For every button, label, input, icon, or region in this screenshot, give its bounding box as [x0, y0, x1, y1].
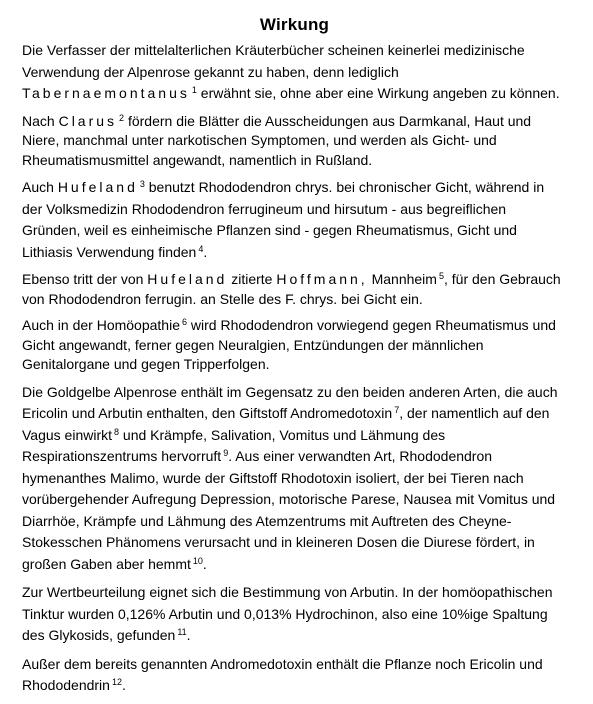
footnote-ref[interactable]: 1: [191, 85, 197, 95]
paragraph-text: Die Verfasser der mittelalterlichen Kräuterbücher scheinen keinerlei medizinische Verwendung der Alpenrose gekannt zu haben, denn lediglich: [22, 42, 525, 80]
paragraph-3: [22, 177, 567, 263]
footnote-ref[interactable]: 7: [394, 405, 400, 415]
footnote-ref[interactable]: 5: [438, 271, 444, 281]
paragraph-4: [22, 270, 567, 309]
author-name: Clarus: [58, 112, 118, 129]
paragraph-1: [22, 40, 567, 105]
footnote-ref[interactable]: 8: [114, 426, 120, 437]
paragraph-text: , für den Gebrauch von Rhododendron ferrugin. an Stelle des F. chrys. bei Gicht ein.: [22, 271, 561, 307]
paragraph-text: Die Goldgelbe Alpenrose enthält im Gegensatz zu den beiden anderen Arten, die auch Ericolin und Arbutin enthalten, den Giftstoff Andromedotoxin: [22, 383, 558, 421]
author-name: Tabernaemontanus: [22, 85, 190, 101]
paragraph-text: Zur Wertbeurteilung eignet sich die Bestimmung von Arbutin. In der homöopathischen Tinktur wurden 0,126% Arbutin und 0,013% Hydrochinon, also eine 10%ige Spaltung des Glykosids, gefunden: [22, 584, 553, 643]
paragraph-8: [22, 654, 567, 697]
paragraph-2: [22, 112, 567, 171]
paragraph-text: Ebenso tritt der von: [22, 271, 144, 287]
document-page: [22, 14, 567, 704]
paragraph-text: Nach: [22, 112, 55, 129]
paragraph-text: Außer dem bereits genannten Andromedotoxin enthält die Pflanze noch Ericolin und Rhododendrin: [22, 655, 543, 693]
paragraph-text: benutzt Rhododendron chrys. bei chronischer Gicht, während in der Volksmedizin Rhododendron ferrugineum und hirsutum - aus begreiflichen Gründen, weil es einheimische Pflanzen sind - gegen Rheumatismus, Gicht und Lithiasis Verwendung finden: [22, 179, 545, 260]
paragraph-7: [22, 582, 567, 647]
section-title: Wirkung: [259, 15, 330, 34]
paragraph-6: [22, 382, 567, 576]
author-name: Hufeland: [57, 179, 138, 195]
footnote-ref[interactable]: 9: [223, 448, 229, 458]
footnote-ref[interactable]: 4: [198, 243, 204, 254]
paragraph-text: und Krämpfe, Salivation, Vomitus und Lähmung des Respirationszentrums hervorruft: [22, 426, 446, 464]
footnote-ref[interactable]: 2: [119, 112, 125, 123]
footnote-ref[interactable]: 3: [139, 179, 145, 189]
paragraph-text: Auch in der Homöopathie: [22, 317, 180, 333]
footnote-ref[interactable]: 10: [192, 555, 203, 566]
paragraph-5: [22, 316, 567, 375]
paragraph-text: .: [202, 555, 207, 572]
author-name: Hufeland: [147, 271, 228, 287]
paragraph-text: wird Rhododendron vorwiegend gegen Rheumatismus und Gicht angewandt, ferner gegen Neuralgien, Entzündungen der männlichen Genitalorgane und gegen Tripperfolgen.: [22, 317, 556, 372]
footnote-ref[interactable]: 11: [177, 627, 187, 637]
paragraph-text: Auch: [22, 179, 54, 195]
footnote-ref[interactable]: 12: [111, 677, 122, 687]
author-name: Hoffmann,: [276, 271, 368, 287]
paragraph-text: .: [121, 677, 126, 693]
paragraph-text: fördern die Blätter die Ausscheidungen aus Darmkanal, Haut und Niere, manchmal unter narkotischen Symptomen, und werden als Gicht- und Rheumatismusmittel angewandt, namentlich in Rußland.: [22, 112, 532, 168]
paragraph-text: erwähnt sie, ohne aber eine Wirkung angeben zu können.: [200, 85, 560, 101]
paragraph-text: . Aus einer verwandten Art, Rhododendron hymenanthes Malimo, wurde der Giftstoff Rhodotoxin isoliert, der bei Tieren nach vorübergehender Aufregung Depression, motorische Parese, Nausea mit Vomitus und Diarrhöe, Krämpfe und Lähmung des Atemzentrums mit Auftreten des Cheyne-Stokesschen Phänomens verursacht und in kleineren Dosen die Diurese fördert, in großen Gaben aber hemmt: [22, 448, 556, 572]
paragraph-text: zitierte: [231, 271, 273, 287]
paragraph-text: Mannheim: [371, 271, 437, 287]
paragraph-text: , der namentlich auf den Vagus einwirkt: [22, 405, 550, 443]
footnote-ref[interactable]: 6: [182, 317, 188, 327]
paragraph-text: .: [203, 243, 208, 260]
paragraph-text: .: [186, 627, 191, 643]
